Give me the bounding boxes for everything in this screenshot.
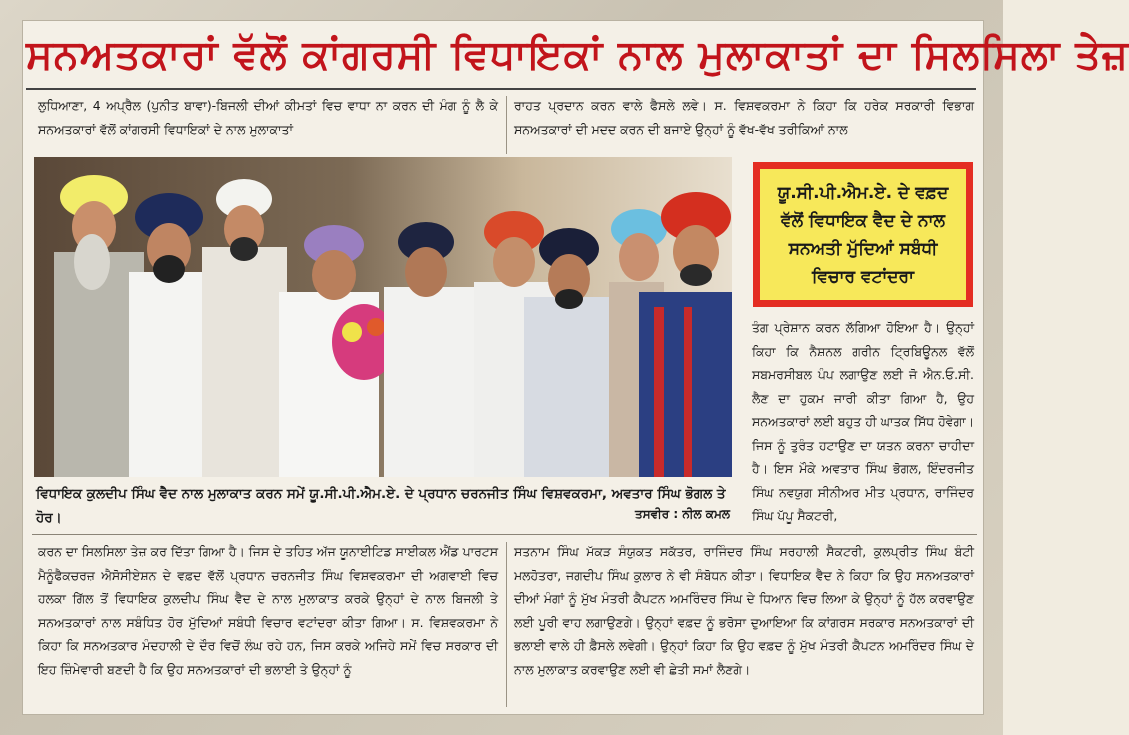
article-column-mid-bottom: ਸਤਨਾਮ ਸਿੰਘ ਮੱਕੜ ਸੰਯੁਕਤ ਸਕੱਤਰ, ਰਾਜਿੰਦਰ ਸਿੰਘ ਸਰਹਾਲੀ ਸੈਕਟਰੀ, ਕੁਲਪ੍ਰੀਤ ਸਿੰਘ ਬੰਟੀ ਮਲਹੋਤਰਾ, ਜਗਦੀਪ ਸਿੰਘ ਕੁਲਾਰ ਨੇ ਵੀ ਸੰਬੋਧਨ ਕੀਤਾ। ਵਿਧਾਇਕ ਵੈਦ ਨੇ ਕਿਹਾ ਕਿ ਉਹ ਸਨਅਤਕਾਰਾਂ ਦੀਆਂ ਮੰਗਾਂ ਨੂੰ ਮੁੱਖ ਮੰਤਰੀ ਕੈਪਟਨ ਅਮਰਿੰਦਰ ਸਿੰਘ ਦੇ ਧਿਆਨ ਵਿਚ ਲਿਆ ਕੇ ਉਨ੍ਹਾਂ ਨੂੰ ਹੱਲ ਕਰਵਾਉਣ ਲਈ ਪੂਰੀ ਵਾਹ ਲਗਾਉਣਗੇ। ਉਨ੍ਹਾਂ ਵਫ਼ਦ ਨੂੰ ਭਰੋਸਾ ਦੁਆਇਆ ਕਿ ਕਾਂਗਰਸ ਸਰਕਾਰ ਸਨਅਤਕਾਰਾਂ ਦੀ ਭਲਾਈ ਵਾਲੇ ਹੀ ਫ਼ੈਸਲੇ ਲਵੇਗੀ। ਉਨ੍ਹਾਂ ਕਿਹਾ ਕਿ ਉਹ ਵਫ਼ਦ ਨੂੰ ਮੁੱਖ ਮੰਤਰੀ ਕੈਪਟਨ ਅਮਰਿੰਦਰ ਸਿੰਘ ਦੇ ਨਾਲ ਮੁਲਾਕਾਤ ਕਰਵਾਉਣ ਲਈ ਵੀ ਛੇਤੀ ਸਮਾਂ ਲੈਣਗੇ। (514, 544, 974, 677)
article-column-right: ਤੰਗ ਪ੍ਰੇਸ਼ਾਨ ਕਰਨ ਲੱਗਿਆ ਹੋਇਆ ਹੈ। ਉਨ੍ਹਾਂ ਕਿਹਾ ਕਿ ਨੈਸ਼ਨਲ ਗਰੀਨ ਟ੍ਰਿਬਿਊਨਲ ਵੱਲੋਂ ਸਬਮਰਸੀਬਲ ਪੰਪ ਲਗਾਉਣ ਲਈ ਜੋ ਐਨ.ਓ.ਸੀ. ਲੈਣ ਦਾ ਹੁਕਮ ਜਾਰੀ ਕੀਤਾ ਗਿਆ ਹੈ, ਉਹ ਸਨਅਤਕਾਰਾਂ ਲਈ ਬਹੁਤ ਹੀ ਘਾਤਕ ਸਿੱਧ ਹੋਵੇਗਾ। ਜਿਸ ਨੂੰ ਤੁਰੰਤ ਹਟਾਉਣ ਦਾ ਯਤਨ ਕਰਨਾ ਚਾਹੀਦਾ ਹੈ। ਇਸ ਮੌਕੇ ਅਵਤਾਰ ਸਿੰਘ ਭੋਗਲ, ਇੰਦਰਜੀਤ ਸਿੰਘ ਨਵਯੁਗ ਸੀਨੀਅਰ ਮੀਤ ਪ੍ਰਧਾਨ, ਰਾਜਿੰਦਰ ਸਿੰਘ ਪੱਪੂ ਸੈਕਟਰੀ, (752, 320, 974, 523)
news-photo-illustration (34, 157, 732, 477)
photo-credit: ਤਸਵੀਰ : ਨੀਲ ਕਮਲ (635, 507, 730, 521)
article-column-mid-top: ਰਾਹਤ ਪ੍ਰਦਾਨ ਕਰਨ ਵਾਲੇ ਫੈਸਲੇ ਲਵੇ। ਸ. ਵਿਸ਼ਵਕਰਮਾ ਨੇ ਕਿਹਾ ਕਿ ਹਰੇਕ ਸਰਕਾਰੀ ਵਿਭਾਗ ਸਨਅਤਕਾਰਾਂ ਦੀ ਮਦਦ ਕਰਨ ਦੀ ਬਜਾਏ ਉਨ੍ਹਾਂ ਨੂੰ ਵੱਖ-ਵੱਖ ਤਰੀਕਿਆਂ ਨਾਲ (514, 98, 974, 137)
column-divider (506, 96, 507, 154)
caption-rule (32, 534, 977, 535)
article-column-left-bottom: ਕਰਨ ਦਾ ਸਿਲਸਿਲਾ ਤੇਜ਼ ਕਰ ਦਿੱਤਾ ਗਿਆ ਹੈ। ਜਿਸ ਦੇ ਤਹਿਤ ਅੱਜ ਯੂਨਾਈਟਿਡ ਸਾਈਕਲ ਐਂਡ ਪਾਰਟਸ ਮੈਨੂੰਫੈਕਚਰਜ਼ ਐਸੋਸੀਏਸ਼ਨ ਦੇ ਵਫ਼ਦ ਵੱਲੋਂ ਪ੍ਰਧਾਨ ਚਰਨਜੀਤ ਸਿੰਘ ਵਿਸ਼ਵਕਰਮਾ ਦੀ ਅਗਵਾਈ ਵਿਚ ਹਲਕਾ ਗਿੱਲ ਤੋਂ ਵਿਧਾਇਕ ਕੁਲਦੀਪ ਸਿੰਘ ਵੈਦ ਦੇ ਨਾਲ ਮੁਲਾਕਾਤ ਕਰਕੇ ਉਨ੍ਹਾਂ ਦੇ ਨਾਲ ਬਿਜਲੀ ਤੇ ਸਨਅਤਕਾਰਾਂ ਨਾਲ ਸਬੰਧਿਤ ਹੋਰ ਮੁੱਦਿਆਂ ਸਬੰਧੀ ਵਿਚਾਰ ਵਟਾਂਦਰਾ ਕੀਤਾ ਗਿਆ। ਸ. ਵਿਸ਼ਵਕਰਮਾ ਨੇ ਕਿਹਾ ਕਿ ਸਨਅਤਕਾਰ ਮੰਦਹਾਲੀ ਦੇ ਦੌਰ ਵਿਚੋਂ ਲੰਘ ਰਹੇ ਹਨ, ਜਿਸ ਕਰਕੇ ਅਜਿਹੇ ਸਮੇਂ ਵਿਚ ਸਰਕਾਰ ਦੀ ਇਹ ਜ਼ਿੰਮੇਵਾਰੀ ਬਣਦੀ ਹੈ ਕਿ ਉਹ ਸਨਅਤਕਾਰਾਂ ਦੀ ਭਲਾਈ ਤੇ ਉਨ੍ਹਾਂ ਨੂੰ (38, 544, 498, 677)
article-column-left-top: ਲੁਧਿਆਣਾ, 4 ਅਪ੍ਰੈਲ (ਪੁਨੀਤ ਬਾਵਾ)-ਬਿਜਲੀ ਦੀਆਂ ਕੀਮਤਾਂ ਵਿਚ ਵਾਧਾ ਨਾ ਕਰਨ ਦੀ ਮੰਗ ਨੂੰ ਲੈ ਕੇ ਸਨਅਤਕਾਰਾਂ ਵੱਲੋਂ ਕਾਂਗਰਸੀ ਵਿਧਾਇਕਾਂ ਦੇ ਨਾਲ ਮੁਲਾਕਾਤਾਂ (38, 98, 498, 137)
photo-caption: ਵਿਧਾਇਕ ਕੁਲਦੀਪ ਸਿੰਘ ਵੈਦ ਨਾਲ ਮੁਲਾਕਾਤ ਕਰਨ ਸਮੇਂ ਯੂ.ਸੀ.ਪੀ.ਐਮ.ਏ. ਦੇ ਪ੍ਰਧਾਨ ਚਰਨਜੀਤ ਸਿੰਘ ਵਿਸ਼ਵਕਰਮਾ, ਅਵਤਾਰ ਸਿੰਘ ਭੋਗਲ ਤੇ ਹੋਰ। (36, 486, 726, 526)
highlight-box-text: ਯੂ.ਸੀ.ਪੀ.ਐਮ.ਏ. ਦੇ ਵਫ਼ਦ ਵੱਲੋਂ ਵਿਧਾਇਕ ਵੈਦ ਦੇ ਨਾਲ ਸਨਅਤੀ ਮੁੱਦਿਆਂ ਸਬੰਧੀ ਵਿਚਾਰ ਵਟਾਂਦਰਾ (760, 169, 966, 300)
headline: ਸਨਅਤਕਾਰਾਂ ਵੱਲੋਂ ਕਾਂਗਰਸੀ ਵਿਧਾਇਕਾਂ ਨਾਲ ਮੁਲਾਕਾਤਾਂ ਦਾ ਸਿਲਸਿਲਾ ਤੇਜ਼ (26, 32, 1129, 78)
column-divider-bottom (506, 542, 507, 707)
news-photo (34, 157, 732, 477)
highlight-box (753, 162, 973, 307)
headline-rule (26, 88, 976, 90)
